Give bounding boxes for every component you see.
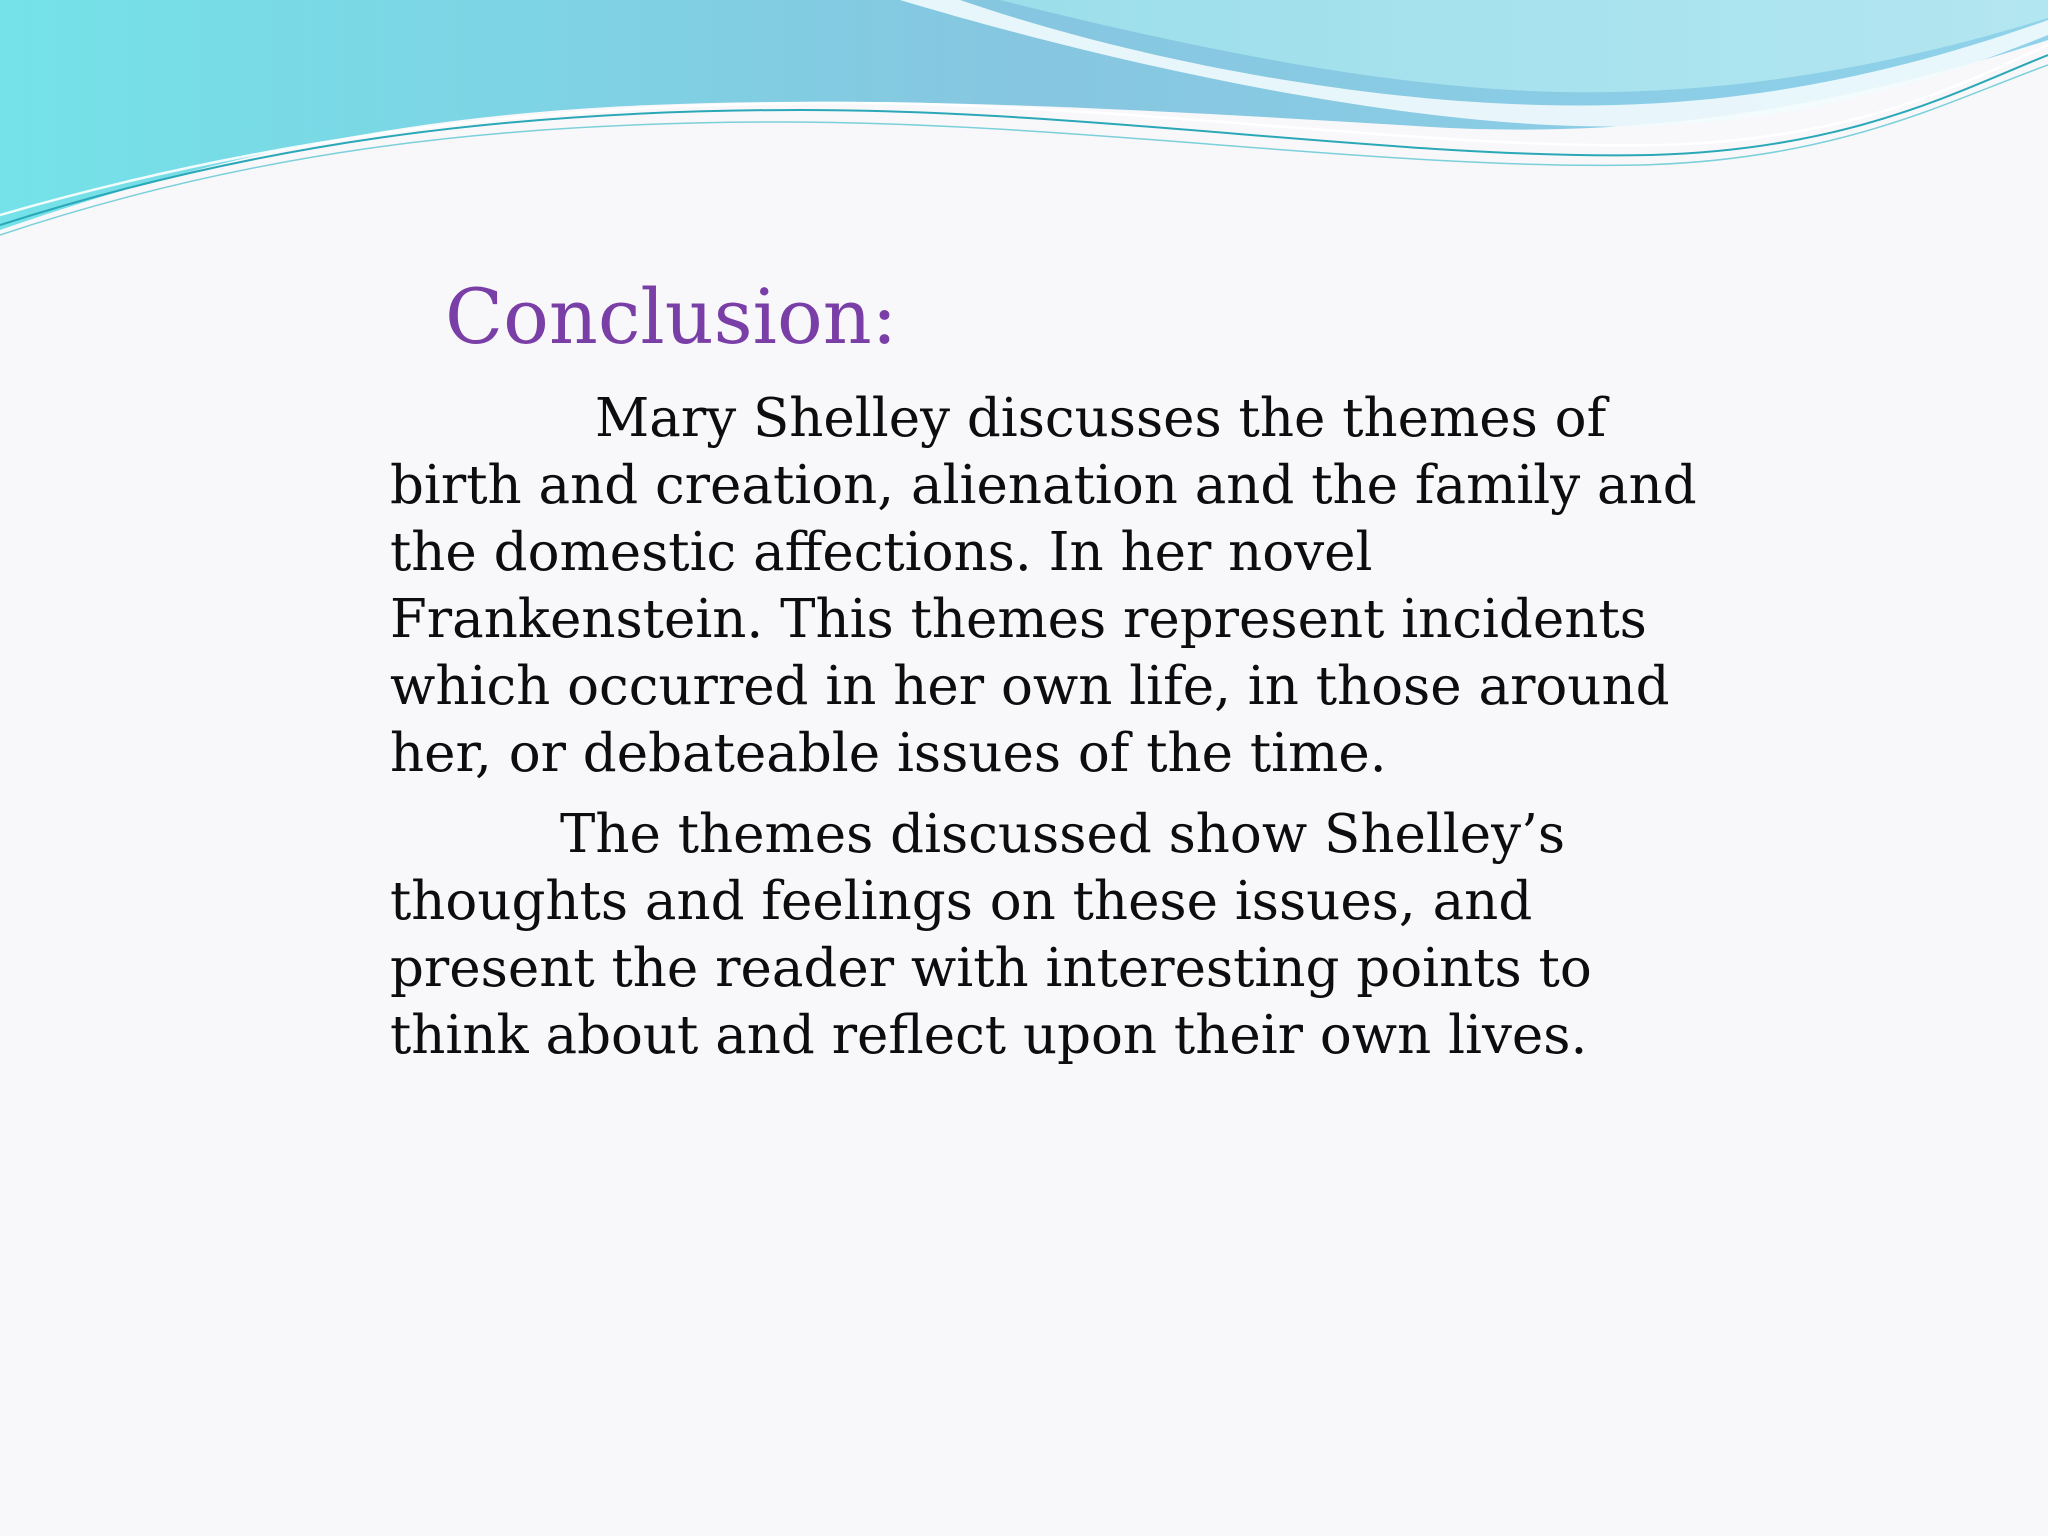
body-paragraph-1: Mary Shelley discusses the themes of birth and creation, alienation and the family and the domestic affections. In her novel Frankenstein. This themes represent incidents which occurred in her own life, in those around her, or debateable issues of the time. <box>390 388 1697 784</box>
body-paragraph-2: The themes discussed show Shelley’s thoughts and feelings on these issues, and present the reader with interesting points to think about and reflect upon their own lives. <box>390 804 1592 1066</box>
slide-title: Conclusion: <box>445 272 898 361</box>
decorative-wave-header <box>0 0 2048 260</box>
slide-body <box>390 385 1710 1069</box>
